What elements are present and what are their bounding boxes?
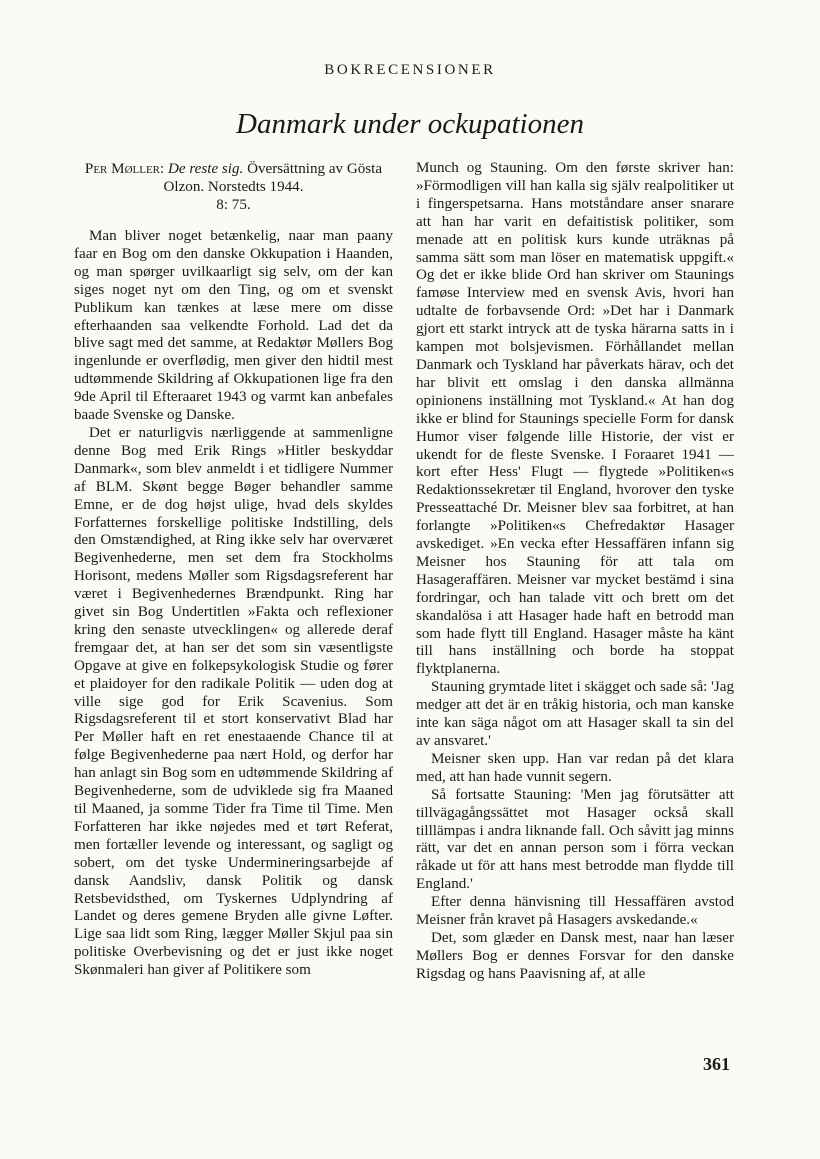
body-paragraph: Munch og Stauning. Om den første skriver han: »Förmodligen vill han kalla sig själv realpolitiker ut i fingerspetsarna. Hans motståndare anser snarare att han har varit en defaitistisk politiker, som menade att en politisk kurs kunde uträknas på samma sätt som man löser en matematisk uppgift.« Og det er ikke blide Ord han skriver om Staunings famøse Interview med en svensk Avis, hvori han udtalte de forbavsende Ord: »Det har i Danmark gjort ett starkt intryck att de tyska härarna satts in i kampen mot bolsjevismen. Förhållandet mellan Danmark och Tyskland har påverkats härav, och det har blivit ett omslag i den danska allmänna opinionens inställning mot Tyskland.« At han dog ikke er blind for Staunings specielle Form for dansk Humor viser følgende lille Historie, der vist er ukendt for de fleste Svenske. I Foraaret 1941 — kort efter Hess' Flugt — flygtede »Politiken«s Redaktionssekretær til England, hvorover den tyske Presseattaché Dr. Meisner blev saa forbitret, at han forlangte »Politiken«s Chefredaktør Hasager avskediget. »En vecka efter Hessaffären infann sig Meisner hos Stauning för att tala om Hasageraffären. Meisner var mycket bestämd i sina fordringar, och han talade vitt och brett om det skandalösa i att Hasager hade haft en betrodd man som hade flytt till England. Hasager måste ha känt till hans inställning och borde ha stoppat flyktplanerna. <box>416 160 734 678</box>
body-paragraph: Det, som glæder en Dansk mest, naar han læser Møllers Bog er dennes Forsvar for den danske Rigsdag og hans Paavisning af, at alle <box>416 929 734 982</box>
running-header: BOKRECENSIONER <box>324 62 496 78</box>
body-paragraph: Man bliver noget betænkelig, naar man paany faar en Bog om den danske Okkupation i Haanden, og man spørger uvilkaarligt sig selv, om der kan siges noget nyt om den Ting, og om et svenskt Publikum kan tænkes at læse mere om disse efterhaanden saa velkendte Forhold. Lad det da blive sagt med det samme, at Redaktør Møllers Bog ingenlunde er overflødig, men giver den hidtil mest udtømmende Skildring af Okkupationen lige fra den 9de April til Efteraaret 1943 og varmt kan anbefales baade Svenske og Danske. <box>74 228 393 424</box>
book-author: Per Møller <box>84 161 161 177</box>
body-paragraph: Stauning grymtade litet i skägget och sade så: 'Jag medger att det är en tråkig historia, och man kanske inte kan säga något om att Hasager skall ta sin del av ansvaret.' <box>416 679 734 749</box>
body-paragraph: Så fortsatte Stauning: 'Men jag förutsätter att tillvägagångssättet mot Hasager också skall tilllämpas i andra liknande fall. Och såvitt jag minns rätt, var det en annan person som i förra veckan råkade ut för att hans mest betrodde man flydde till England.' <box>416 786 734 893</box>
right-column <box>416 160 734 984</box>
body-paragraph: Meisner sken upp. Han var redan på det klara med, att han hade vunnit segern. <box>416 750 734 785</box>
bibliographic-entry: Per Møller: De reste sig. Översättning av Gösta Olzon. Norstedts 1944. 8: 75. <box>84 161 383 213</box>
article-title: Danmark under ockupationen <box>236 108 584 140</box>
book-title: De reste sig. <box>167 161 244 177</box>
body-paragraph: Det er naturligvis nærliggende at sammenligne denne Bog med Erik Rings »Hitler beskyddar Danmark«, som blev anmeldt i et tidligere Nummer af BLM. Skønt begge Bøger behandler samme Emne, er de dog højst ulige, hvad dels skyldes Forfatternes forskellige politiske Indstilling, dels den Omstændighed, at Ring ikke selv har overværet Begivenhederne, men set dem fra Stockholms Horisont, medens Møller som Rigsdagsreferent har været i Begivenhedernes Brændpunkt. Ring har givet sin Bog Undertitlen »Fakta och reflexioner kring den senaste utvecklingen« og allerede deraf fremgaar det, at han ser det som sin væsentligste Opgave at give en folkepsykologisk Studie og fører et plaidoyer for den radikale Politik — uden dog at ville sige god for Erik Scavenius. Som Rigsdagsreferent til et stort konservativt Blad har Per Møller haft en ret enestaaende Chance til at følge Begivenhederne paa nært Hold, og derfor har han anlagt sin Bog som en udtømmende Skildring af Begivenhederne, som de udviklede sig fra Maaned til Maaned, ja somme Tider fra Time til Time. Men Forfatteren har ikke nøjedes med et tørt Referat, men fortæller levende og interessant, og sagligt og sobert, om det tyske Undermineringsarbejde af dansk Aandsliv, dansk Politik og dansk Retsbevidsthed, om Tyskernes Udplyndring af Landet og deres gemene Bryden alle givne Løfter. Lige saa lidt som Ring, lægger Møller Skjul paa sin politiske Overbevisning og det er just ikke noget Skønmaleri han giver af Politikere som <box>74 424 393 979</box>
page-number: 361 <box>703 1054 730 1074</box>
body-paragraph: Efter denna hänvisning till Hessaffären avstod Meisner från kravet på Hasagers avskedande.« <box>416 894 734 929</box>
book-price: 8: 75. <box>216 197 251 213</box>
translation-note: Översättning av Gösta Olzon. Norstedts 1944. <box>163 161 383 195</box>
left-column <box>74 160 393 980</box>
